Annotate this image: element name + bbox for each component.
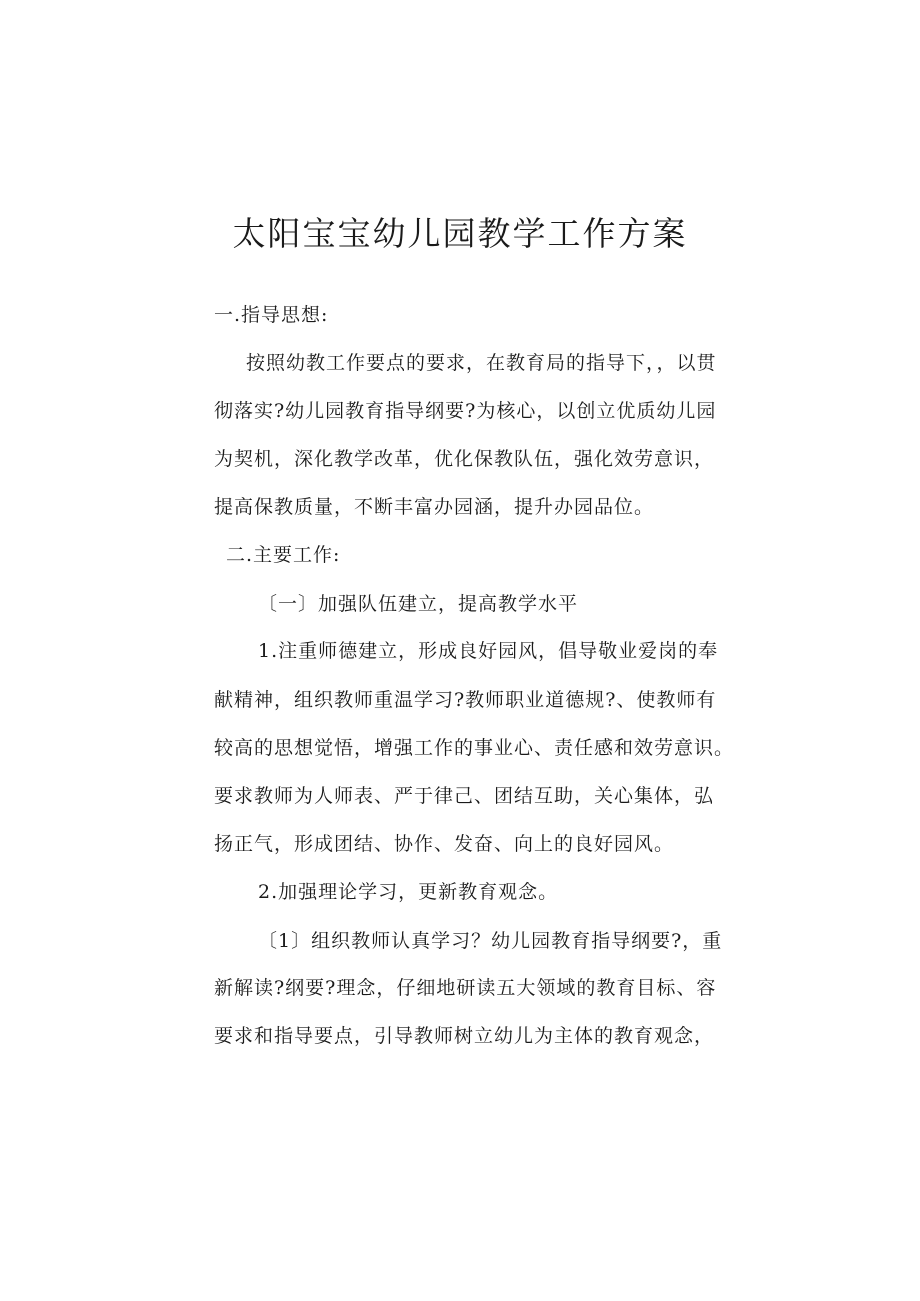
paragraph-line: 要求和指导要点，引导教师树立幼儿为主体的教育观念， — [214, 1025, 715, 1047]
paragraph-line: 较高的思想觉悟，增强工作的事业心、责任感和效劳意识。 — [214, 737, 735, 759]
paragraph-line: 〔1〕组织教师认真学习？幼儿园教育指导纲要?，重 — [258, 930, 723, 952]
paragraph-line: 扬正气，形成团结、协作、发奋、向上的良好园风。 — [214, 833, 675, 855]
list-item-heading: 2.加强理论学习，更新教育观念。 — [258, 881, 559, 903]
paragraph-line: 1.注重师德建立，形成良好园风，倡导敬业爱岗的奉 — [258, 640, 719, 662]
paragraph-line: 按照幼教工作要点的要求，在教育局的指导下，，以贯 — [246, 352, 717, 374]
paragraph-line: 要求教师为人师表、严于律己、团结互助，关心集体，弘 — [214, 785, 715, 807]
subsection-heading: 〔一〕加强队伍建立，提高教学水平 — [258, 593, 579, 615]
section-2-heading: 二.主要工作: — [226, 544, 341, 566]
paragraph-line: 为契机，深化教学改革，优化保教队伍，强化效劳意识， — [214, 448, 715, 470]
section-1-heading: 一.指导思想: — [214, 304, 329, 326]
paragraph-line: 彻落实?幼儿园教育指导纲要?为核心，以创立优质幼儿园 — [214, 400, 717, 422]
paragraph-line: 新解读?纲要?理念，仔细地研读五大领域的教育目标、容 — [214, 977, 717, 999]
document-title: 太阳宝宝幼儿园教学工作方案 — [232, 214, 688, 253]
paragraph-line: 提高保教质量，不断丰富办园涵，提升办园品位。 — [214, 496, 655, 518]
paragraph-line: 献精神，组织教师重温学习?教师职业道德规?、使教师有 — [214, 689, 717, 711]
